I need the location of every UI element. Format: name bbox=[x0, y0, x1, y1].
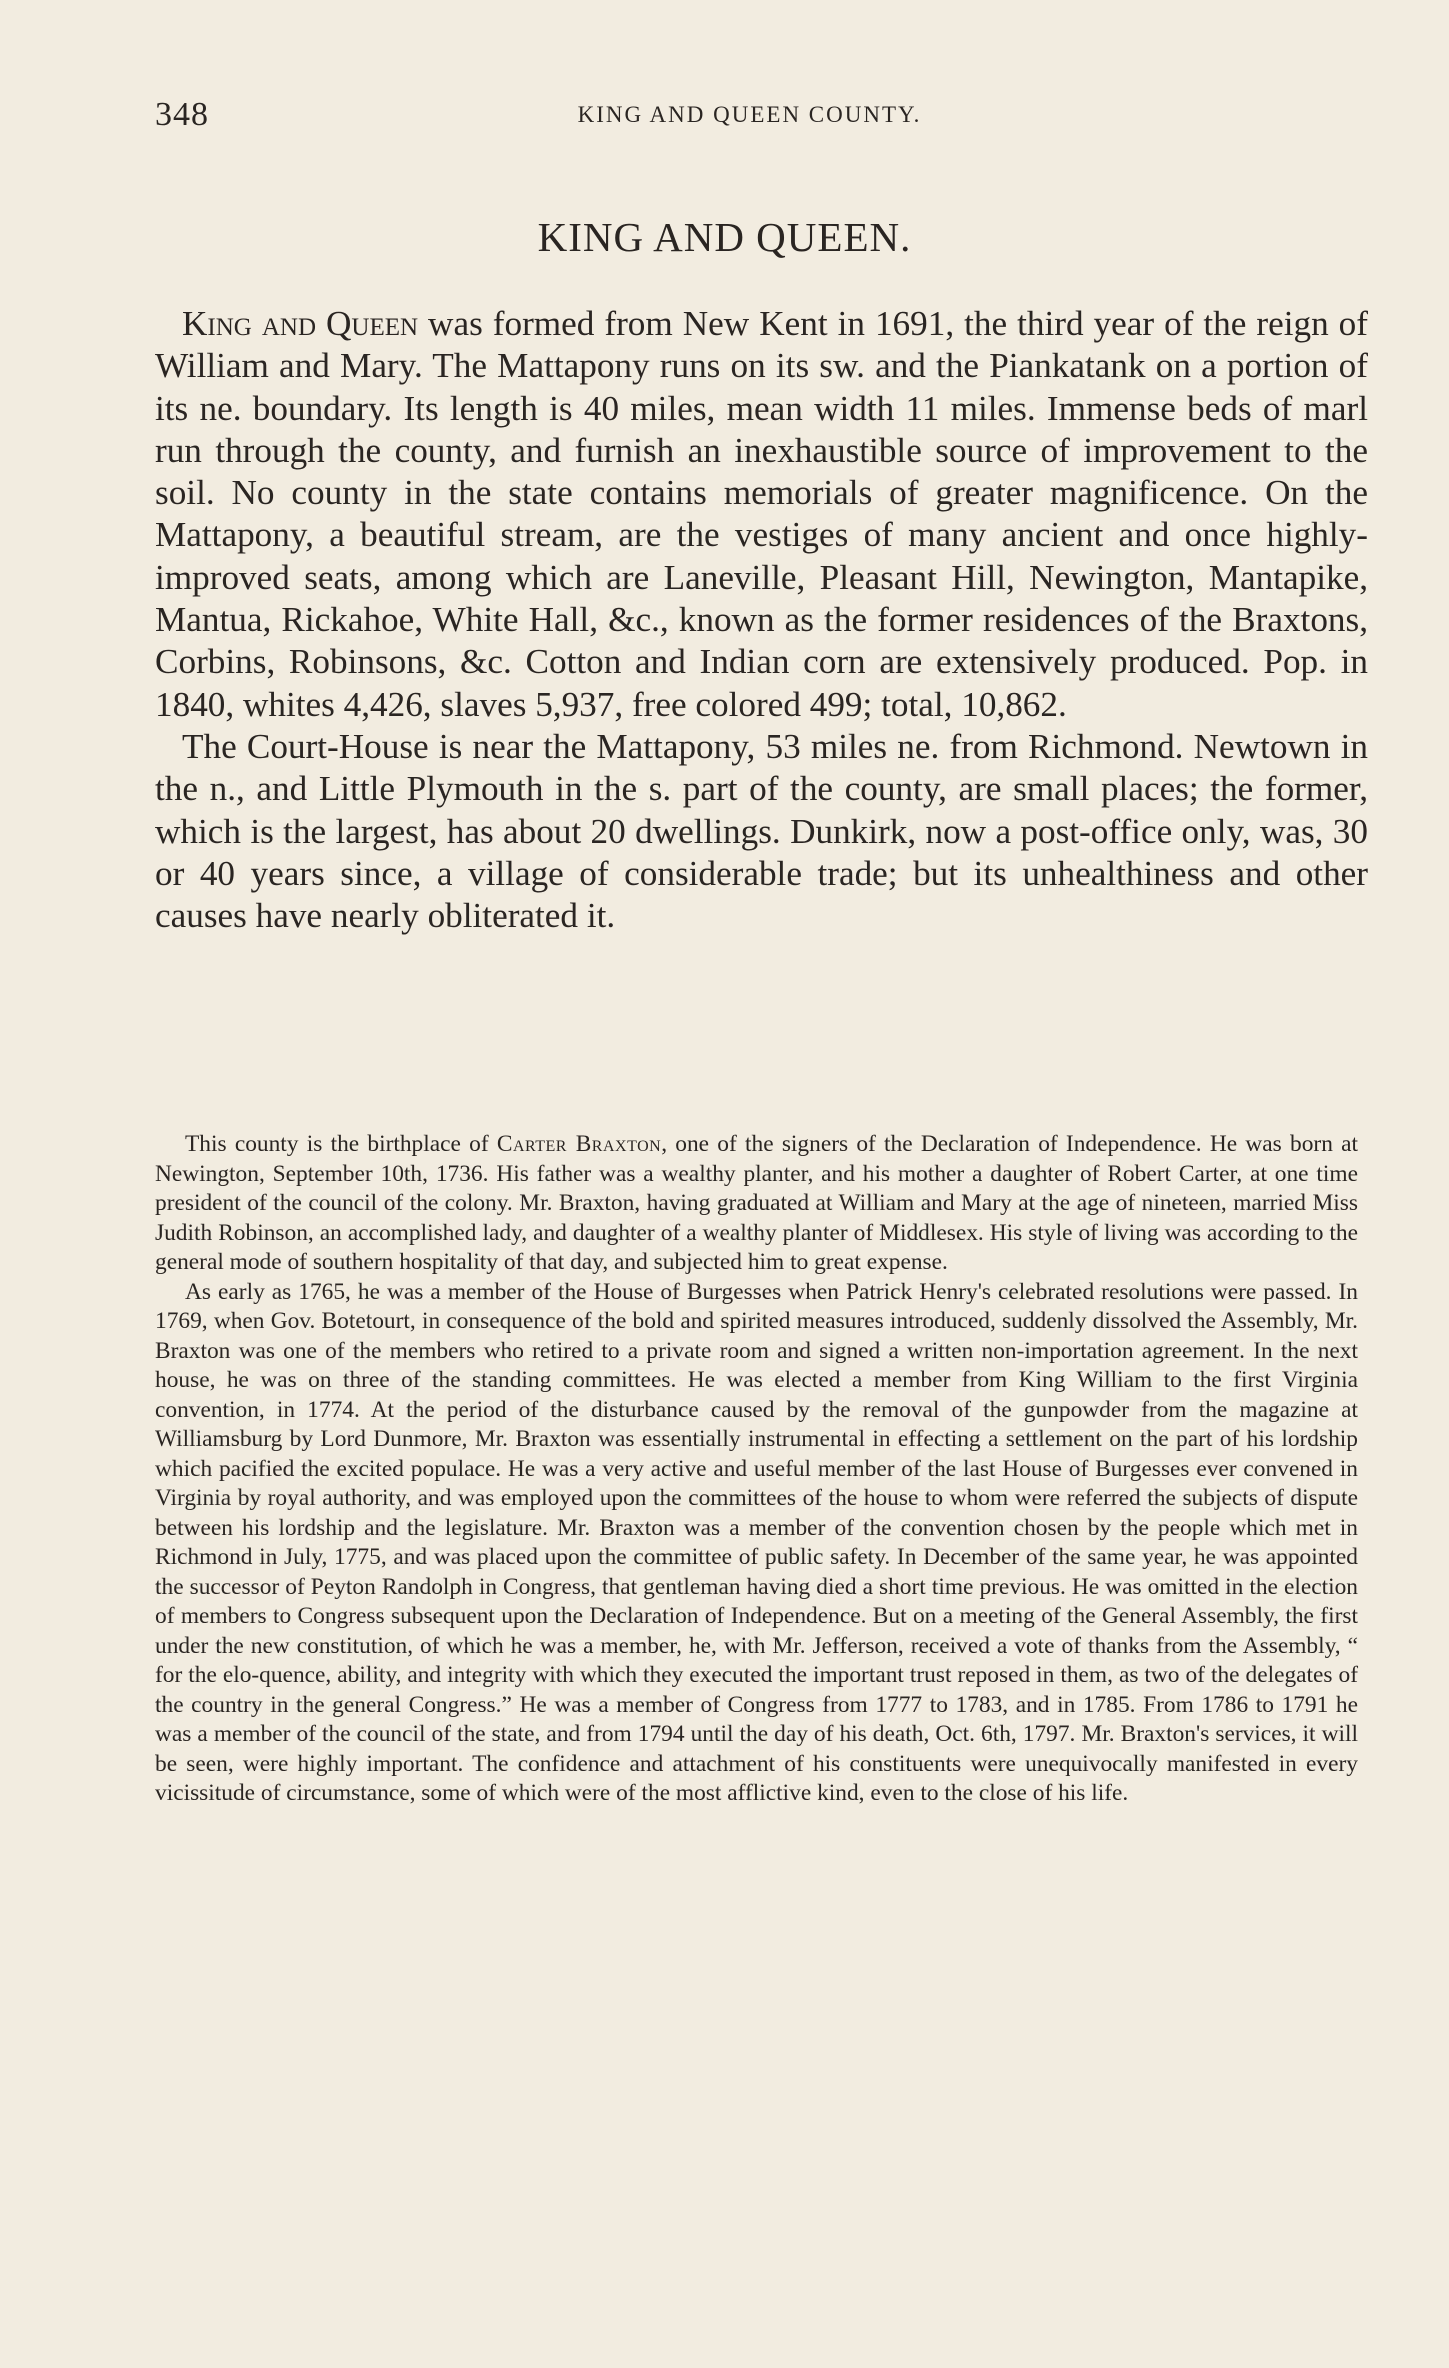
paragraph-county-overview-text: was formed from New Kent in 1691, the third year of the reign of William and Mary. The Mattapony runs on its sw. and the Piankatank on a portion of its ne. boundary. Its length is 40 miles, mean width 11 miles. Immense beds of marl run through the county, and furnish an inexhaustible source of improvement to the soil. No county in the state contains memorials of greater magnificence. On the Mattapony, a beautiful stream, are the vestiges of many ancient and once highly-improved seats, among which are Laneville, Pleasant Hill, Newington, Mantapike, Mantua, Rickahoe, White Hall, &c., known as the former residences of the Braxtons, Corbins, Robinsons, &c. Cotton and Indian corn are extensively produced. Pop. in 1840, whites 4,426, slaves 5,937, free colored 499; total, 10,862. bbox=[155, 304, 1368, 724]
main-text bbox=[155, 303, 1368, 937]
page-number: 348 bbox=[155, 96, 209, 133]
biographical-note bbox=[155, 1130, 1358, 1809]
note-birthplace-text: , one of the signers of the Declaration of Independence. He was born at Newington, September 10th, 1736. His father was a wealthy planter, and his mother a daughter of Robert Carter, at one time president of the council of the colony. Mr. Braxton, having graduated at William and Mary at the age of nineteen, married Miss Judith Robinson, an accomplished lady, and daughter of a wealthy planter of Middlesex. His style of living was according to the general mode of southern hospitality of that day, and subjected him to great expense. bbox=[155, 1131, 1359, 1275]
note-intro: This county is the birthplace of bbox=[185, 1131, 497, 1157]
note-paragraph-birthplace bbox=[155, 1130, 1358, 1278]
note-paragraph-career: As early as 1765, he was a member of the House of Burgesses when Patrick Henry's celebrated resolutions were passed. In 1769, when Gov. Botetourt, in consequence of the bold and spirited measures introduced, suddenly dissolved the Assembly, Mr. Braxton was one of the members who retired to a private room and signed a written non-importation agreement. In the next house, he was on three of the standing committees. He was elected a member from King William to the first Virginia convention, in 1774. At the period of the disturbance caused by the removal of the gunpowder from the magazine at Williamsburg by Lord Dunmore, Mr. Braxton was essentially instrumental in effecting a settlement on the part of his lordship which pacified the excited populace. He was a very active and useful member of the last House of Burgesses ever convened in Virginia by royal authority, and was employed upon the committees of the house to whom were referred the subjects of dispute between his lordship and the legislature. Mr. Braxton was a member of the convention chosen by the people which met in Richmond in July, 1775, and was placed upon the committee of public safety. In December of the same year, he was appointed the successor of Peyton Randolph in Congress, that gentleman having died a short time previous. He was omitted in the election of members to Congress subsequent upon the Declaration of Independence. But on a meeting of the General Assembly, the first under the new constitution, of which he was a member, he, with Mr. Jefferson, received a vote of thanks from the Assembly, “ for the elo-quence, ability, and integrity with which they executed the important trust reposed in them, as two of the delegates of the country in the general Congress.” He was a member of Congress from 1777 to 1783, and in 1785. From 1786 to 1791 he was a member of the council of the state, and from 1794 until the day of his death, Oct. 6th, 1797. Mr. Braxton's services, it will be seen, were highly important. The confidence and attachment of his constituents were unequivocally manifested in every vicissitude of circumstance, some of which were of the most afflictive kind, even to the close of his life. bbox=[155, 1278, 1358, 1806]
county-name-small-caps: King and Queen bbox=[182, 304, 419, 343]
running-title: KING AND QUEEN COUNTY. bbox=[577, 102, 922, 127]
paragraph-court-house: The Court-House is near the Mattapony, 53 miles ne. from Richmond. Newtown in the n., and Little Plymouth in the s. part of the county, are small places; the former, which is the largest, has about 20 dwellings. Dunkirk, now a post-office only, was, 30 or 40 years since, a village of considerable trade; but its unhealthiness and other causes have nearly obliterated it. bbox=[155, 726, 1368, 936]
paragraph-county-overview bbox=[155, 303, 1368, 726]
person-name-small-caps: Carter Braxton bbox=[496, 1131, 662, 1157]
chapter-title: KING AND QUEEN. bbox=[537, 214, 912, 260]
running-header bbox=[155, 96, 1344, 136]
